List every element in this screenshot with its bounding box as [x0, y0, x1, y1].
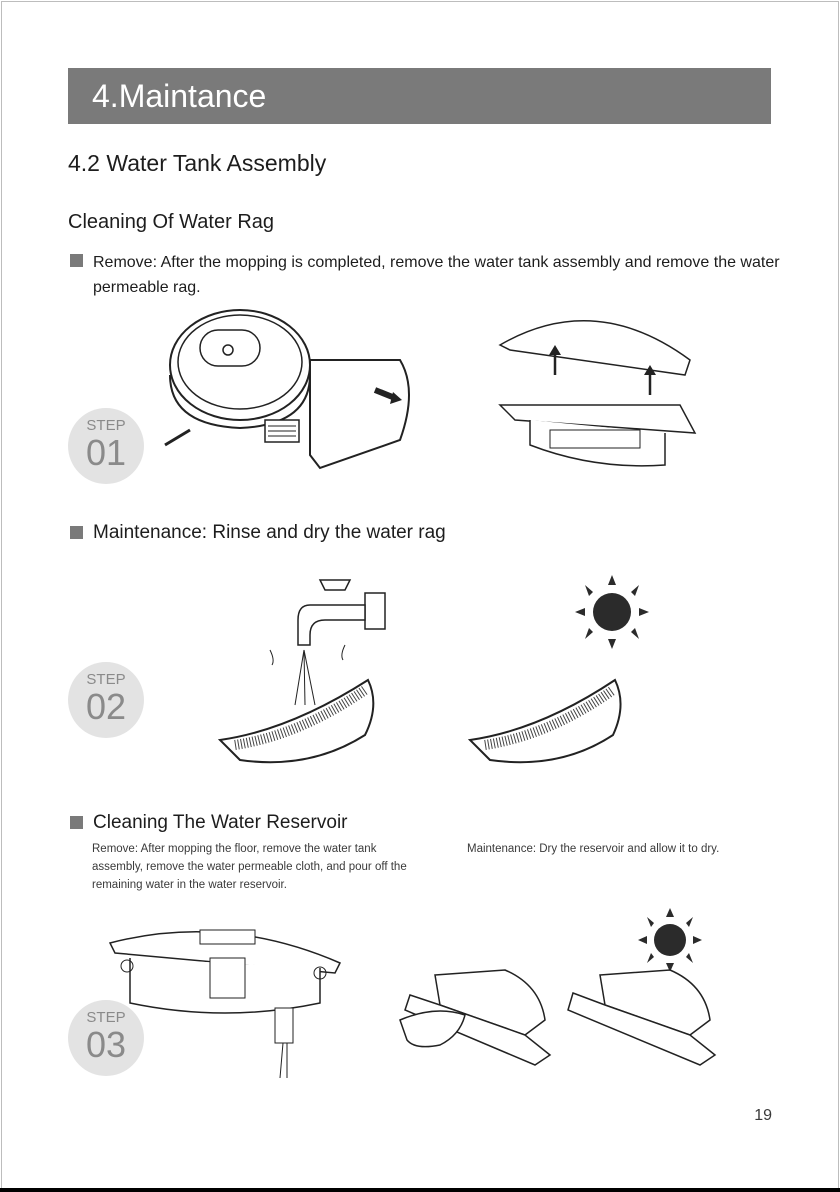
step-word: STEP [86, 671, 126, 688]
reservoir-pouring-illustration [105, 918, 345, 1078]
section-title: 4.2 Water Tank Assembly [68, 150, 327, 176]
bullet-square [70, 526, 83, 539]
rinse-heading: Maintenance: Rinse and dry the water rag [93, 522, 446, 543]
step-badge-01 [68, 408, 144, 484]
water-tank-rag-removal-illustration [495, 305, 705, 480]
bullet-square [70, 816, 83, 829]
sun-icon [593, 593, 631, 631]
faucet-rinsing-rag-illustration [210, 565, 390, 775]
reservoir-remove-text: Remove: After mopping the floor, remove the water tank assembly, remove the water permeable cloth, and pour off the remaining water in the water reservoir. [92, 843, 407, 891]
chapter-title-bar: 4.Maintance [68, 68, 771, 124]
reservoir-dry-text: Maintenance: Dry the reservoir and allow it to dry. [467, 843, 720, 855]
step-word: STEP [86, 1009, 126, 1026]
reservoir-drying-in-sun-illustration [565, 905, 725, 1075]
sun-icon [654, 924, 686, 956]
page-number: 19 [754, 1107, 772, 1124]
step-badge-02 [68, 662, 144, 738]
robot-vacuum-illustration [150, 300, 430, 480]
step-word: STEP [86, 417, 126, 434]
bullet-square [70, 254, 83, 267]
remove-instruction-text: Remove: After the mopping is completed, remove the water tank assembly and remove the water permeable rag. [93, 254, 780, 296]
remove-bullet [70, 250, 780, 300]
subsection-title: Cleaning Of Water Rag [68, 211, 275, 233]
step-number: 02 [85, 686, 127, 727]
reservoir-heading: Cleaning The Water Reservoir [93, 812, 348, 833]
reservoir-bullet [70, 810, 348, 835]
bottom-rule [0, 1188, 840, 1192]
step-number: 03 [85, 1024, 127, 1065]
rag-drying-in-sun-illustration [465, 570, 665, 775]
reservoir-wiping-illustration [395, 965, 555, 1070]
rinse-bullet [70, 520, 446, 545]
step-number: 01 [85, 432, 127, 473]
